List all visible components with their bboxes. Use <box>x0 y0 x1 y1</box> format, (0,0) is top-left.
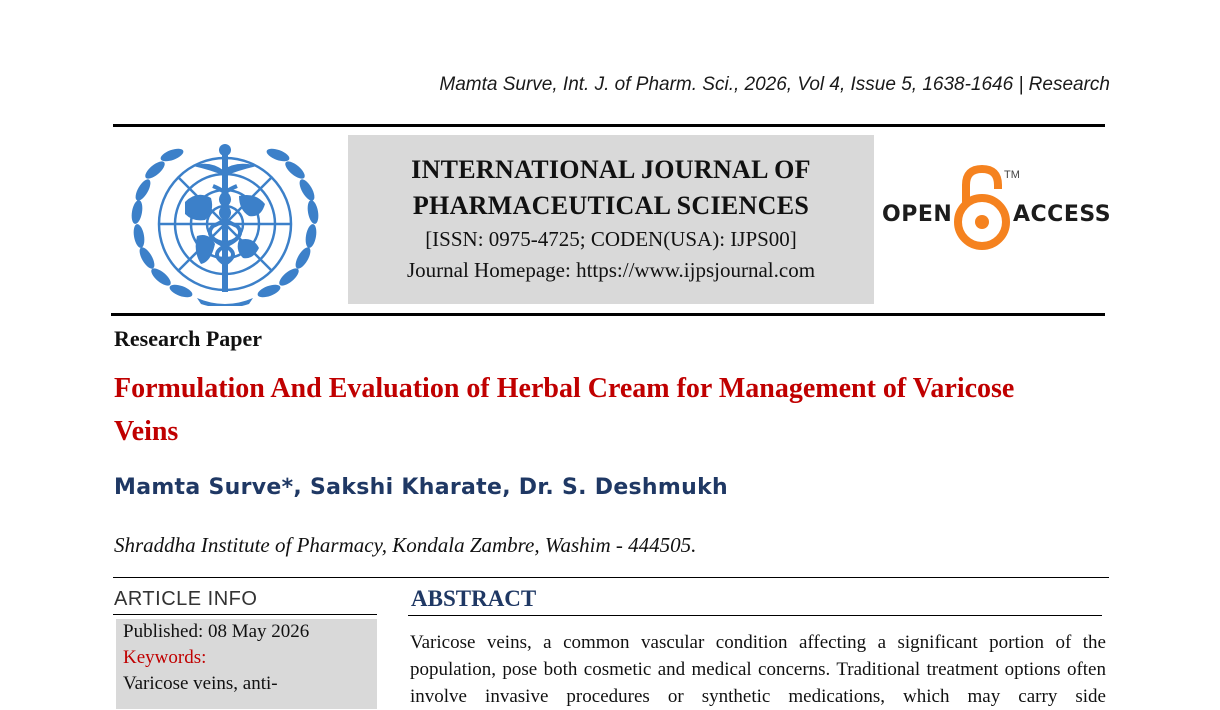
article-info-box <box>116 619 377 709</box>
section-divider <box>113 577 1109 578</box>
paper-title: Formulation And Evaluation of Herbal Cream for Management of Varicose Veins <box>114 373 1015 447</box>
author-affiliation: Shraddha Institute of Pharmacy, Kondala Zambre, Washim - 444505. <box>114 533 697 557</box>
header-top-rule <box>113 124 1105 127</box>
journal-title-line2: PHARMACEUTICAL SCIENCES <box>412 191 810 220</box>
journal-title-line1: INTERNATIONAL JOURNAL OF <box>411 155 811 184</box>
open-lock-icon <box>954 165 1010 251</box>
article-info-rule <box>113 614 377 615</box>
journal-homepage: Journal Homepage: https://www.ijpsjournal.com <box>406 258 816 282</box>
open-access-access-text: ACCESS <box>1013 202 1112 227</box>
published-date: Published: 08 May 2026 <box>123 621 310 642</box>
keywords-label: Keywords: <box>123 647 207 668</box>
journal-masthead <box>348 135 874 304</box>
abstract-rule <box>408 615 1102 616</box>
author-list: Mamta Surve*, Sakshi Kharate, Dr. S. Deshmukh <box>114 475 728 500</box>
open-access-logo <box>880 165 1110 255</box>
journal-issn: [ISSN: 0975-4725; CODEN(USA): IJPS00] <box>425 227 797 251</box>
un-emblem-caduceus-icon <box>127 140 323 306</box>
abstract-text: Varicose veins, a common vascular condition affecting a significant portion of the population, pose both cosmetic and medical concerns. Traditional treatment options often involve invasive procedures or synthetic medications, which may carry side <box>410 632 1106 707</box>
paper-type-label: Research Paper <box>114 326 263 351</box>
header-bottom-rule <box>111 313 1105 316</box>
keywords-list: Varicose veins, anti- <box>123 673 278 694</box>
abstract-heading: ABSTRACT <box>411 586 537 611</box>
running-header-citation: Mamta Surve, Int. J. of Pharm. Sci., 2026, Vol 4, Issue 5, 1638-1646 | Research <box>439 74 1110 95</box>
journal-title <box>348 152 874 224</box>
open-access-open-text: OPEN <box>882 202 953 227</box>
article-info-heading: ARTICLE INFO <box>114 588 258 610</box>
trademark-mark: TM <box>1004 169 1020 181</box>
